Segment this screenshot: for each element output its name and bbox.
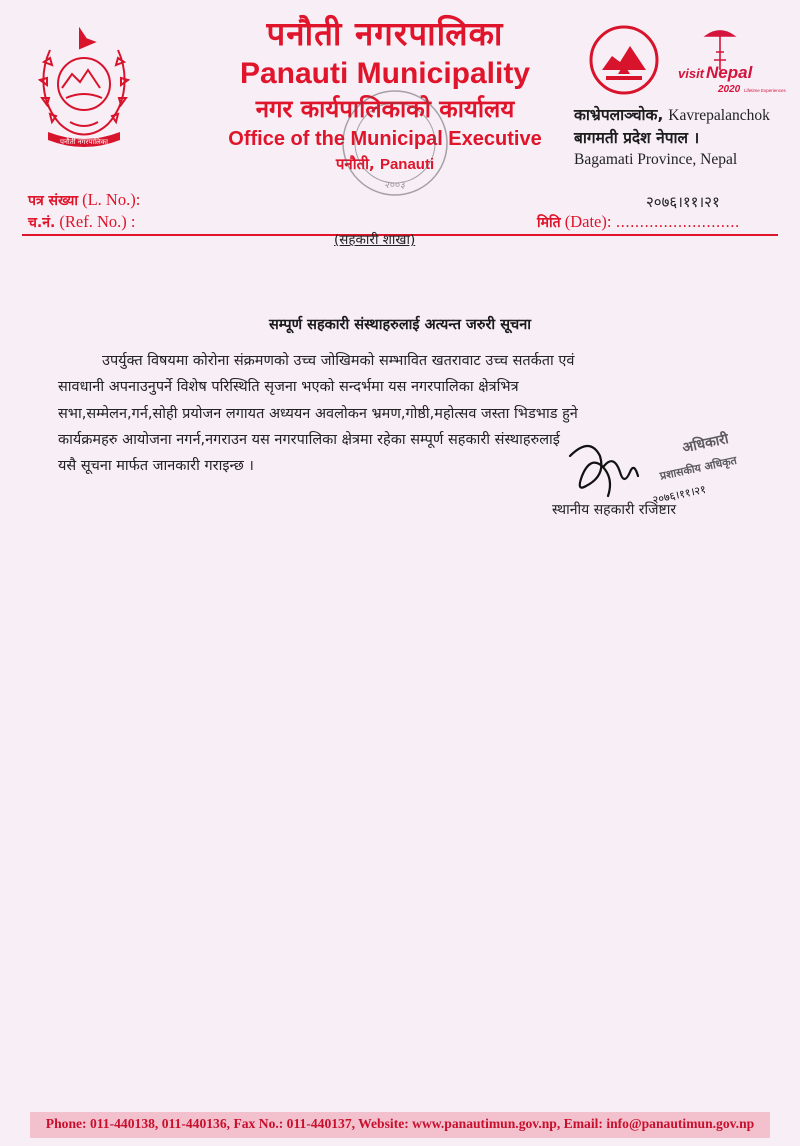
emblem-caption: पनौती नगरपालिका	[60, 138, 108, 146]
visit-word: visit	[678, 66, 705, 81]
footer-contact-info: Phone: 011-440138, 011-440136, Fax No.: 011-440137, Website: www.panautimun.gov.np, Email: info@panautimun.gov.np	[45, 1116, 755, 1131]
stamp-title: अधिकारी	[681, 431, 731, 457]
stamp-date: २०७६।११।२१	[651, 482, 708, 507]
body-line-4: कार्यक्रमहरु आयोजना नगर्न,नगराउन यस नगरपालिका क्षेत्रमा रहेका सम्पूर्ण सहकारी संस्थाहरुलाई	[58, 431, 560, 448]
body-line-2: सावधानी अपनाउनुपर्ने विशेष परिस्थिति सृजना भएको सन्दर्भमा यस नगरपालिका क्षेत्रभित्र	[58, 379, 519, 396]
stamp-designation: प्रशासकीय अधिकृत	[658, 453, 738, 483]
municipality-name-nepali: पनौती नगरपालिका	[266, 14, 504, 53]
date-label-nepali: मिति	[537, 215, 561, 231]
notice-subject: सम्पूर्ण सहकारी संस्थाहरुलाई अत्यन्त जरुरी सूचना	[268, 317, 532, 333]
address-district-english: Kavrepalanchok	[668, 107, 770, 124]
handwritten-signature-icon	[560, 436, 640, 506]
address-district-nepali: काभ्रेपलाञ्चोक,	[574, 106, 664, 124]
body-line-3: सभा,सम्मेलन,गर्न,सोही प्रयोजन लगायत अध्ययन अवलोकन भ्रमण,गोष्ठी,महोत्सव जस्ता भिडभाड हुने	[58, 405, 578, 422]
date-label-english: (Date):	[564, 212, 612, 231]
faint-office-seal-icon	[336, 84, 454, 202]
office-name-nepali: नगर कार्यपालिकाको कार्यालय	[255, 95, 515, 123]
location-nepali: पनौती	[335, 155, 370, 173]
municipality-round-logo-icon	[588, 24, 660, 96]
location-english: Panauti	[379, 156, 435, 173]
reference-number-label-nepali: च.नं.	[28, 215, 56, 231]
letter-number-label-nepali: पत्र संख्या	[28, 193, 78, 209]
branch-label: (सहकारी शाखा)	[334, 232, 416, 248]
registrar-stamp-icon	[650, 418, 800, 507]
office-name-english: Office of the Municipal Executive	[228, 128, 542, 150]
body-line-1: उपर्युक्त विषयमा कोरोना संक्रमणको उच्च जोखिमको सम्भावित खतरावाट उच्च सतर्कता एवं	[102, 353, 575, 369]
letter-number-field	[28, 190, 140, 210]
date-blank-line: ..........................	[615, 213, 740, 231]
address-province-english: Bagamati Province, Nepal	[574, 151, 738, 168]
handwritten-date-value: २०७६।११।२१	[646, 193, 720, 211]
nepal-word: Nepal	[706, 63, 753, 82]
location-line: पनौती, Panauti	[335, 155, 435, 173]
reference-number-field	[28, 212, 136, 232]
visit-nepal-2020-logo-icon	[676, 22, 786, 100]
office-address	[574, 104, 794, 171]
body-line-5: यसै सूचना मार्फत जानकारी गराइन्छ ।	[58, 458, 254, 475]
address-province-nepali: बागमती प्रदेश नेपाल ।	[574, 129, 700, 147]
signatory-designation: स्थानीय सहकारी रजिष्टार	[552, 502, 677, 518]
logo-tagline: Lifetime Experiences	[744, 88, 786, 93]
handwritten-date	[646, 192, 720, 212]
year-2020: 2020	[718, 84, 741, 95]
date-field	[537, 212, 740, 232]
municipality-name-english: Panauti Municipality	[239, 57, 531, 90]
letter-number-label-english: (L. No.):	[82, 190, 141, 209]
reference-number-label-english: (Ref. No.) :	[59, 212, 136, 231]
seal-number: २००३	[384, 180, 406, 191]
nepal-emblem-icon	[30, 22, 138, 150]
